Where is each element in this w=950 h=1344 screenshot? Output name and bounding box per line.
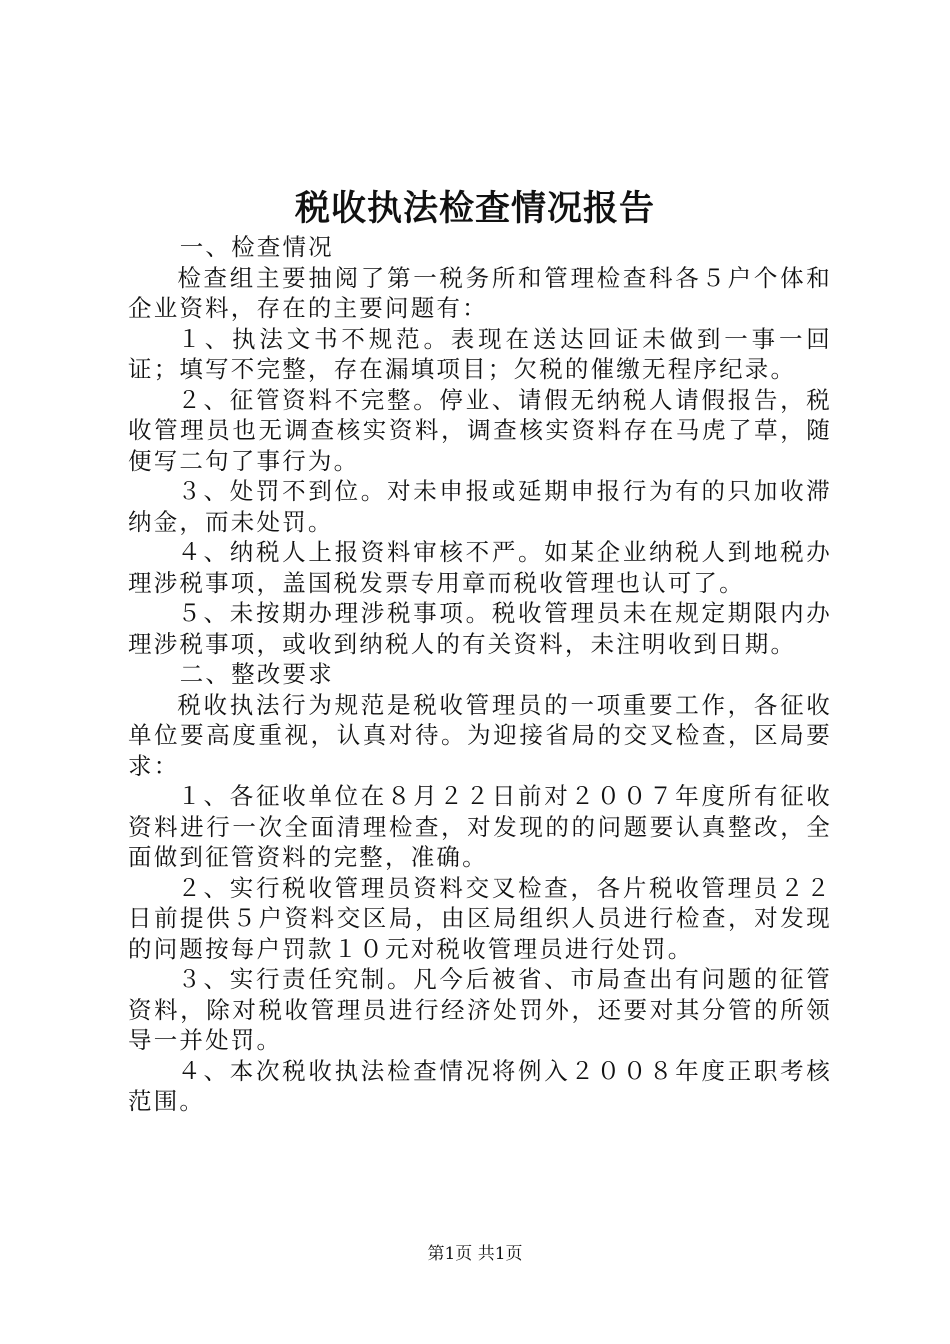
section-heading-rectification: 二、整改要求: [179, 660, 334, 688]
paragraph-requirement-3: ３、实行责任究制。凡今后被省、市局查出有问题的征管资料，除对税收管理员进行经济处罚外，还要对其分管的所领导一并处罚。: [128, 965, 832, 1054]
document-title: 税收执法检查情况报告: [294, 188, 655, 229]
paragraph-issue-1: １、执法文书不规范。表现在送达回证未做到一事一回证；填写不完整，存在漏填项目；欠税的催缴无程序纪录。: [128, 324, 832, 383]
document-body: [128, 232, 832, 1117]
paragraph-requirement-1: １、各征收单位在８月２２日前对２００７年度所有征收资料进行一次全面清理检查，对发现的的问题要认真整改，全面做到征管资料的完整，准确。: [128, 782, 832, 871]
paragraph-issue-2: ２、征管资料不完整。停业、请假无纳税人请假报告，税收管理员也无调查核实资料，调查核实资料存在马虎了草，随便写二句了事行为。: [128, 385, 832, 475]
page-footer: 第1页 共1页: [427, 1244, 523, 1264]
paragraph-issue-5: ５、未按期办理涉税事项。税收管理员未在规定期限内办理涉税事项，或收到纳税人的有关资料，未注明收到日期。: [128, 599, 832, 658]
paragraph-requirements-intro: 税收执法行为规范是税收管理员的一项重要工作，各征收单位要高度重视，认真对待。为迎接省局的交叉检查，区局要求：: [128, 690, 832, 780]
paragraph-requirement-2: ２、实行税收管理员资料交叉检查，各片税收管理员２２日前提供５户资料交区局，由区局组织人员进行检查，对发现的问题按每户罚款１０元对税收管理员进行处罚。: [128, 873, 832, 963]
paragraph-intro: 检查组主要抽阅了第一税务所和管理检查科各５户个体和企业资料，存在的主要问题有：: [128, 263, 832, 322]
paragraph-issue-3: ３、处罚不到位。对未申报或延期申报行为有的只加收滞纳金，而未处罚。: [128, 477, 832, 536]
paragraph-requirement-4: ４、本次税收执法检查情况将例入２００８年度正职考核范围。: [128, 1056, 832, 1115]
section-heading-inspection: 一、检查情况: [179, 233, 334, 261]
paragraph-issue-4: ４、纳税人上报资料审核不严。如某企业纳税人到地税办理涉税事项，盖国税发票专用章而税收管理也认可了。: [128, 538, 832, 597]
